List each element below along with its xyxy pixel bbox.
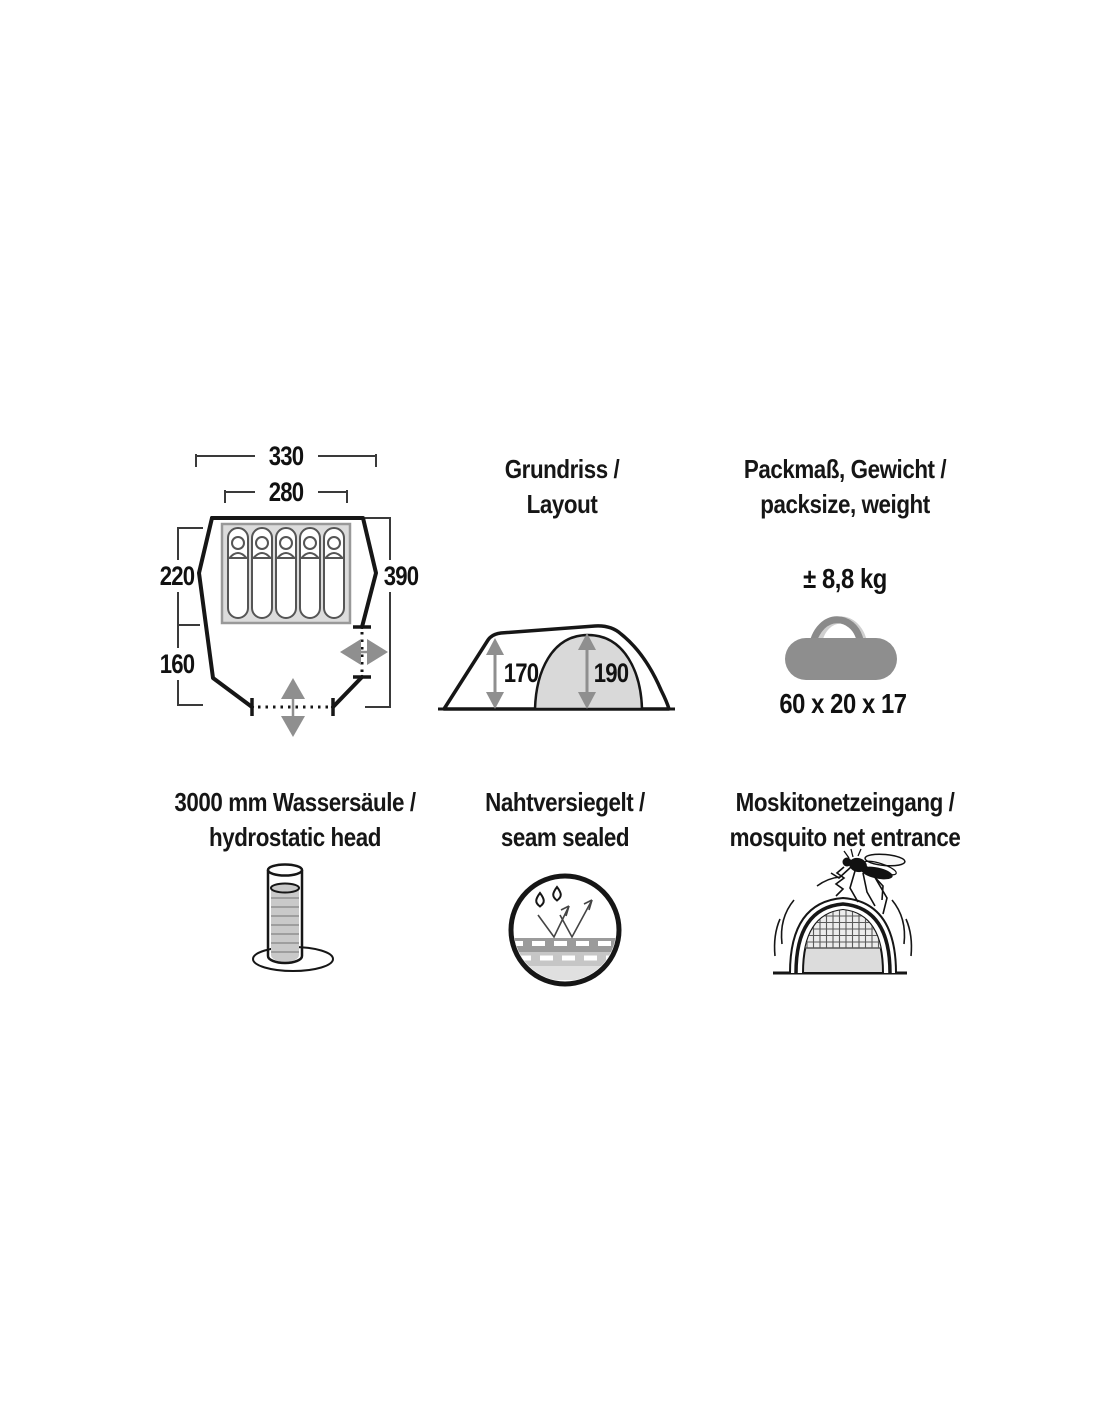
sleeping-bags-icon	[228, 528, 344, 618]
seam-layers	[508, 938, 622, 980]
pack-title	[729, 452, 961, 522]
dim-total-depth: 390	[383, 561, 419, 591]
layout-title-line2: Layout	[526, 489, 598, 519]
dim-porch-depth: 160	[159, 649, 195, 679]
water-column-icon	[235, 855, 355, 980]
dim-peak-height: 190	[593, 658, 629, 688]
layout-title-line1: Grundriss /	[504, 454, 620, 484]
pack-title-line1: Packmaß, Gewicht /	[743, 454, 947, 484]
mosquito-title-line2: mosquito net entrance	[729, 822, 961, 852]
water-title-line1: 3000 mm Wassersäule /	[174, 787, 416, 817]
bag-body	[785, 638, 897, 680]
duffel-bag-icon	[770, 600, 910, 690]
dim-inner-width: 280	[268, 477, 304, 507]
seam-title-line1: Nahtversiegelt /	[485, 787, 645, 817]
seam-title-line2: seam sealed	[500, 822, 630, 852]
tent-sideview-icon	[435, 615, 705, 725]
weight-value: ± 8,8 kg	[803, 563, 887, 594]
dim-porch-height: 170	[503, 658, 539, 688]
seam-title	[449, 785, 681, 855]
cylinder-top	[268, 865, 302, 876]
water-title-line2: hydrostatic head	[208, 822, 382, 852]
seam-sealed-icon	[500, 868, 630, 993]
entrance-lines	[252, 627, 371, 716]
mosquito-net-icon	[765, 840, 950, 985]
entrance-arrow-icons	[281, 639, 388, 737]
dim-outer-width: 330	[268, 441, 304, 471]
water-level	[271, 884, 299, 893]
layout-title	[455, 452, 670, 522]
packsize-value: 60 x 20 x 17	[779, 688, 907, 719]
water-title	[149, 785, 441, 855]
pack-title-line2: packsize, weight	[760, 489, 930, 519]
mosquito-title-line1: Moskitonetzeingang /	[735, 787, 955, 817]
dim-sleeping-depth: 220	[159, 561, 195, 591]
